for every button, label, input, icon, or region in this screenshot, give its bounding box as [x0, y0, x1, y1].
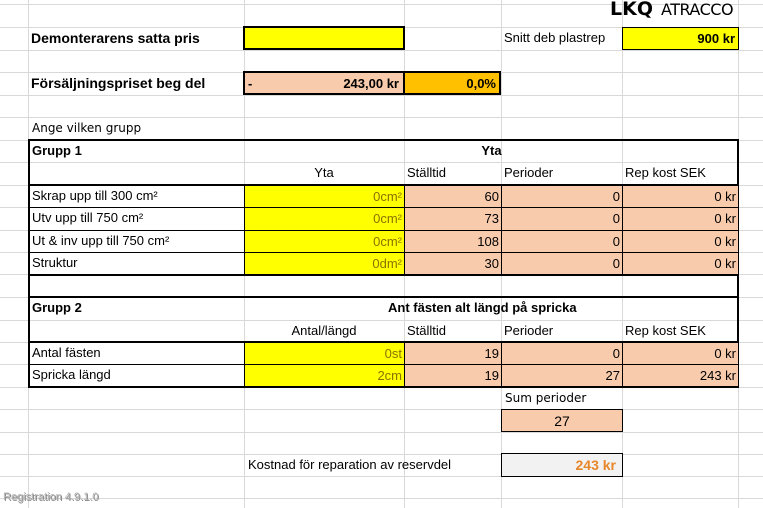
kost-value: 0 kr: [623, 253, 738, 274]
kost-value: 0 kr: [623, 343, 738, 364]
row-label: Ut & inv upp till 750 cm²: [32, 233, 170, 248]
group2-title: Grupp 2: [32, 300, 82, 315]
cost-value: 243 kr: [501, 453, 623, 477]
forsaljning-prefix: -: [248, 76, 253, 91]
row-label: Antal fästen: [32, 345, 101, 360]
perioder-value: 0: [502, 186, 622, 207]
row-label: Spricka längd: [32, 367, 111, 382]
stalltid-value: 73: [405, 208, 501, 230]
group2-header-antal: Antal/längd: [291, 323, 357, 338]
snitt-value[interactable]: 900 kr: [622, 27, 739, 50]
area-input[interactable]: 0cm²: [244, 208, 404, 230]
forsaljning-label: Försäljningspriset beg del: [31, 75, 206, 91]
kost-value: 0 kr: [623, 231, 738, 252]
perioder-value: 0: [502, 253, 622, 274]
ange-grupp-label: Ange vilken grupp: [32, 121, 142, 135]
row-label: Utv upp till 750 cm²: [32, 210, 144, 225]
stalltid-value: 19: [405, 365, 501, 386]
group2-header-perioder: Perioder: [504, 323, 554, 338]
group2-header-kost: Rep kost SEK: [625, 323, 706, 338]
group1-section-title: Yta: [481, 143, 502, 158]
area-input[interactable]: 0cm²: [244, 231, 404, 252]
group2-header-stalltid: Ställtid: [407, 323, 447, 338]
logo-name: ATRACCO: [660, 0, 734, 19]
forsaljning-value: 243,00 kr: [343, 76, 399, 91]
lkq-atracco-logo: [610, 0, 733, 18]
length-input[interactable]: 2cm: [244, 365, 404, 386]
perioder-value: 0: [502, 343, 622, 364]
kost-value: 243 kr: [623, 365, 738, 386]
stalltid-value: 108: [405, 231, 501, 252]
forsaljning-percent: 0,0%: [403, 71, 501, 95]
perioder-value: 27: [502, 365, 622, 386]
stalltid-value: 30: [405, 253, 501, 274]
perioder-value: 0: [502, 231, 622, 252]
row-label: Skrap upp till 300 cm²: [32, 188, 158, 203]
group1-header-perioder: Perioder: [504, 165, 554, 180]
kost-value: 0 kr: [623, 186, 738, 207]
kost-value: 0 kr: [623, 208, 738, 230]
stalltid-value: 19: [405, 343, 501, 364]
group1-header-yta: Yta: [314, 165, 334, 180]
snitt-label: Snitt deb plastrep: [504, 30, 606, 45]
forsaljning-price-field: [243, 71, 405, 95]
demonterare-price-input[interactable]: [243, 26, 405, 50]
cost-label: Kostnad för reparation av reservdel: [248, 457, 452, 472]
stalltid-value: 60: [405, 186, 501, 207]
group1-title: Grupp 1: [32, 143, 82, 158]
count-input[interactable]: 0st: [244, 343, 404, 364]
row-label: Struktur: [32, 255, 78, 270]
registration-watermark: Registration 4.9.1.0: [3, 491, 99, 503]
area-input[interactable]: 0cm²: [244, 186, 404, 207]
demonterare-label: Demonterarens satta pris: [31, 30, 200, 46]
logo-brand: LKQ: [610, 0, 653, 20]
area-input[interactable]: 0dm²: [244, 253, 404, 274]
group1-header-stalltid: Ställtid: [407, 165, 447, 180]
group-spacer: [28, 274, 739, 298]
group2-section-title: Ant fästen alt längd på spricka: [388, 300, 577, 315]
perioder-value: 0: [502, 208, 622, 230]
sum-perioder-label: Sum perioder: [505, 391, 587, 405]
group1-header-kost: Rep kost SEK: [625, 165, 706, 180]
sum-perioder-value: 27: [501, 409, 623, 432]
